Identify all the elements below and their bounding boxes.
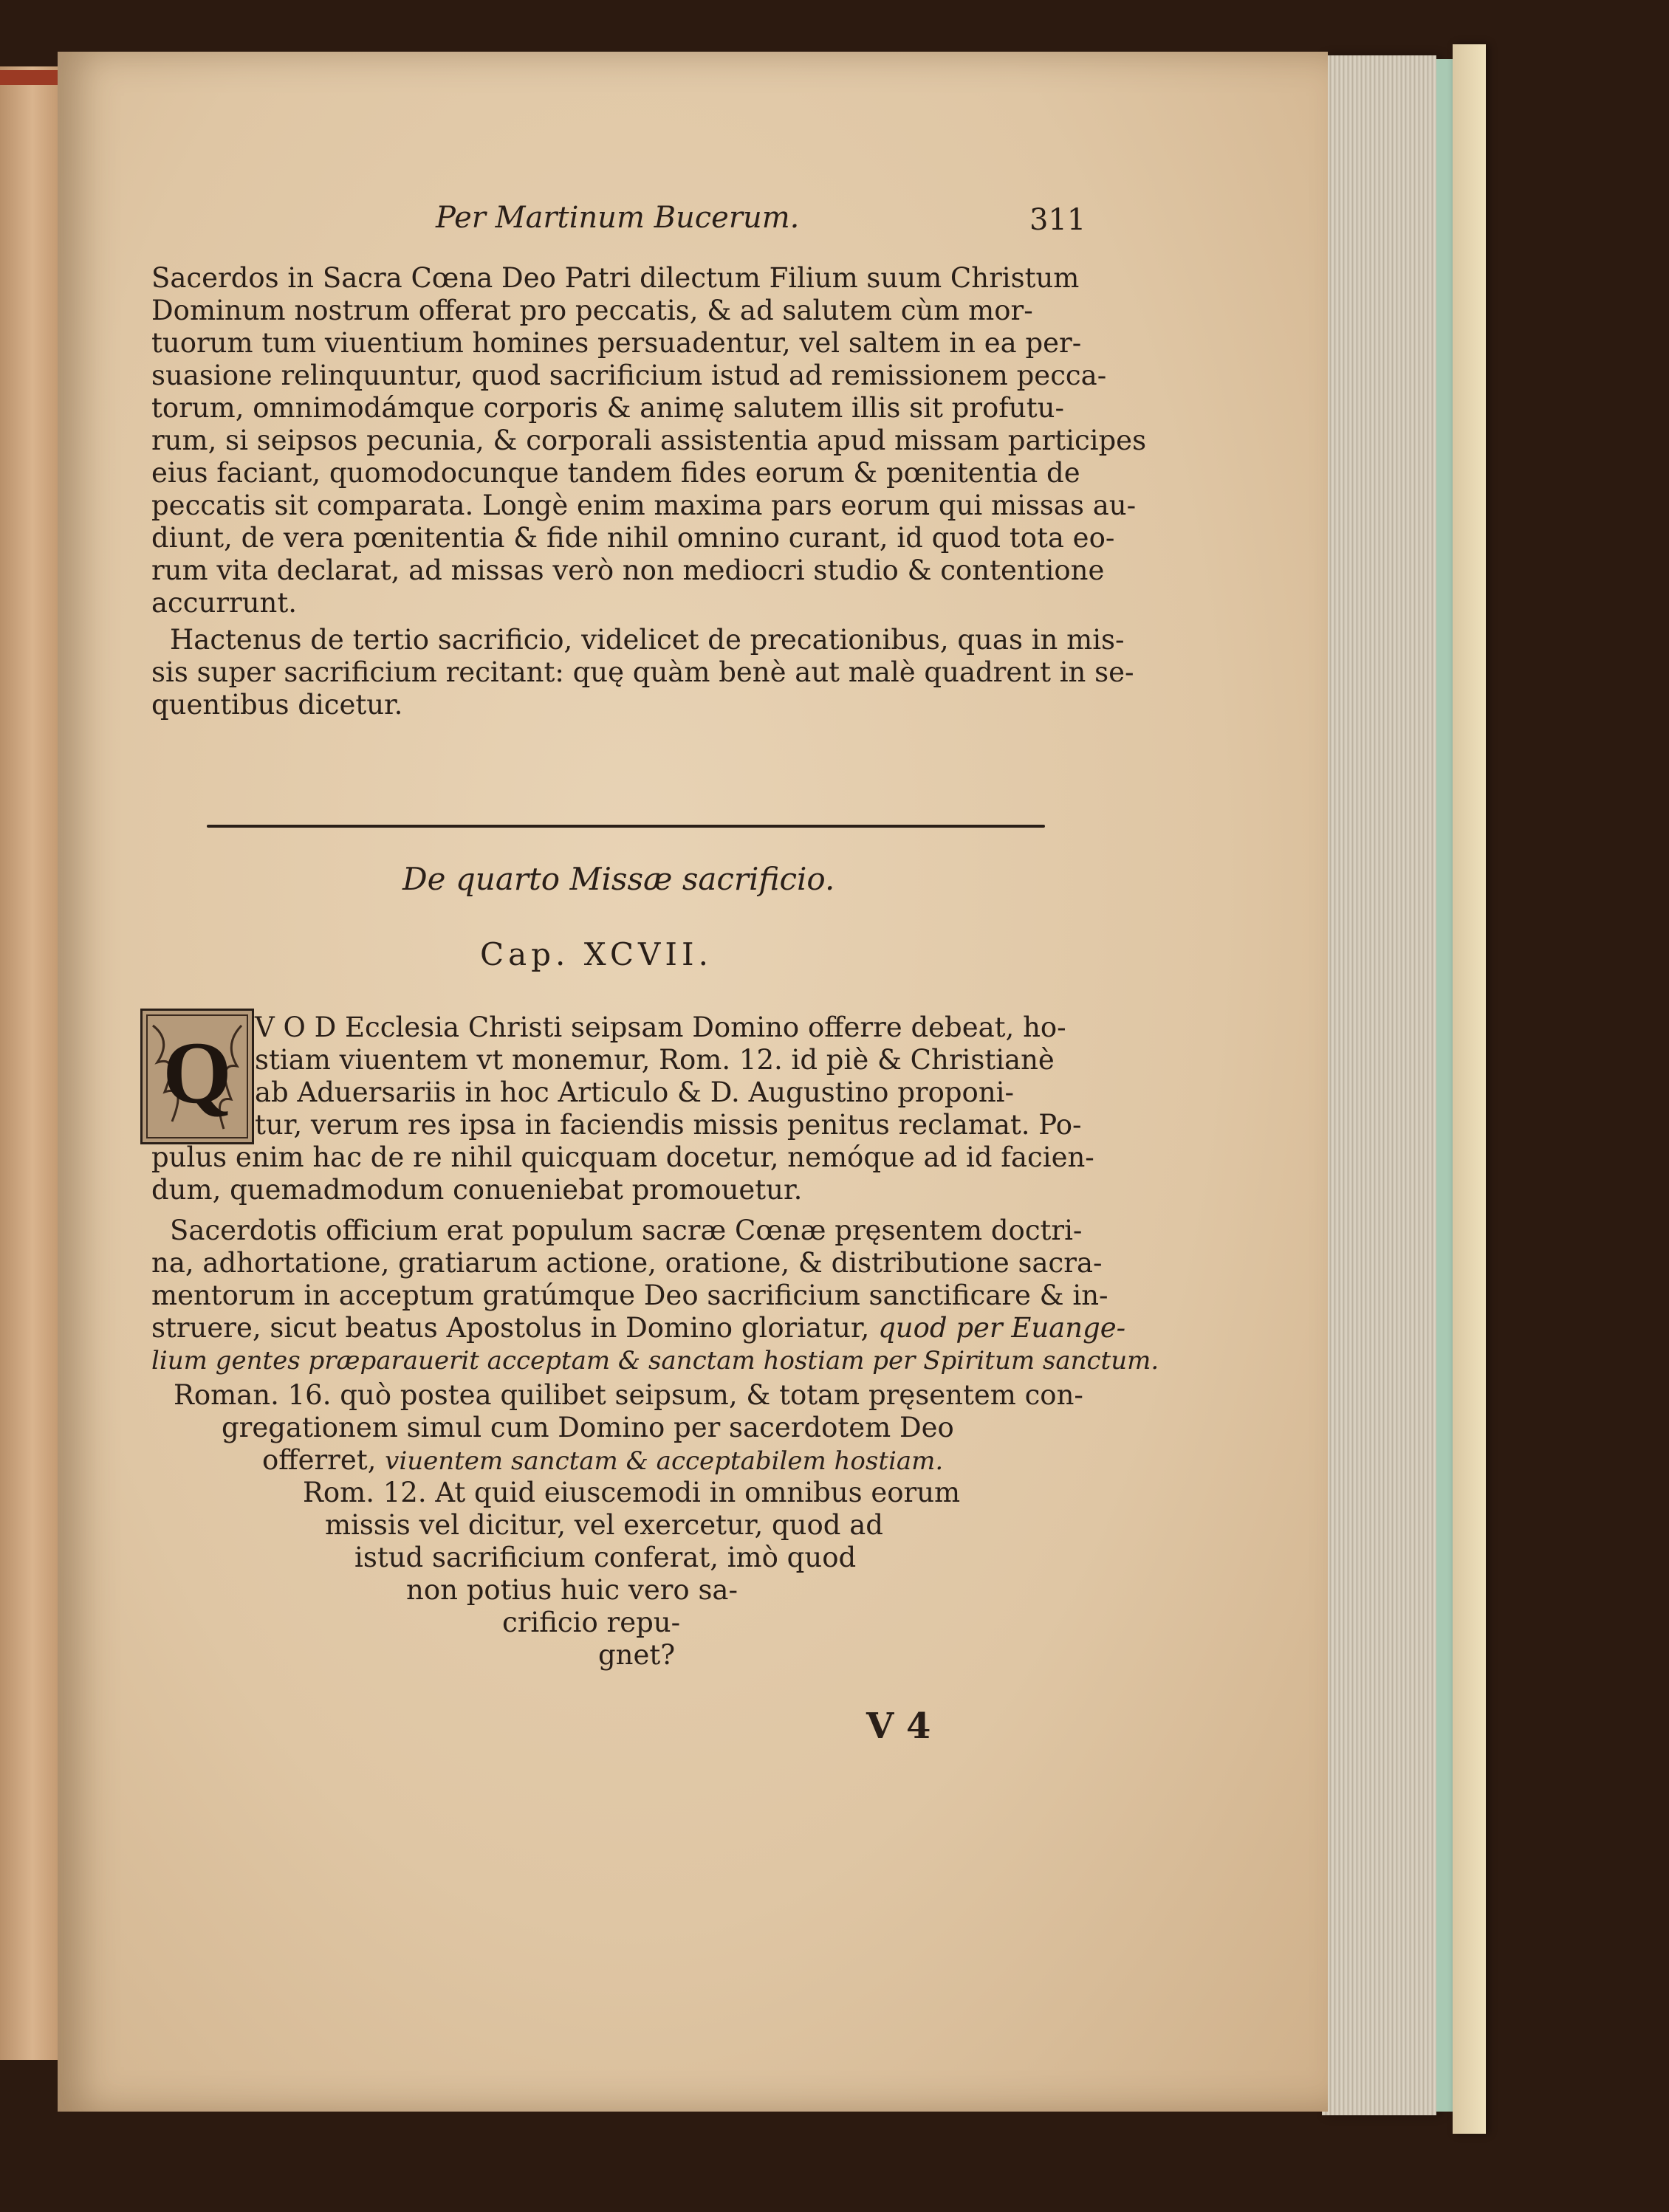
text-line: istud sacrificium conferat, imò quod bbox=[354, 1542, 857, 1573]
text-line: missis vel dicitur, vel exercetur, quod ad bbox=[325, 1509, 883, 1541]
text-line: sis super sacrificium recitant: quę quàm benè aut malè quadrent in se- bbox=[151, 656, 1134, 688]
running-header: Per Martinum Bucerum. bbox=[436, 201, 800, 235]
text-line: diunt, de vera pœnitentia & fide nihil omnino curant, id quod tota eo- bbox=[151, 522, 1115, 554]
text-line: tur, verum res ipsa in faciendis missis penitus reclamat. Po- bbox=[255, 1109, 1082, 1141]
text-line: Dominum nostrum offerat pro peccatis, & ad salutem cùm mor- bbox=[151, 295, 1033, 326]
section-title: De quarto Missæ sacrificio. bbox=[402, 861, 835, 897]
text-line: ab Aduersariis in hoc Articulo & D. Augustino proponi- bbox=[255, 1076, 1014, 1108]
text-line: dum, quemadmodum conueniebat promouetur. bbox=[151, 1174, 803, 1206]
text-span: struere, sicut beatus Apostolus in Domino gloriatur, bbox=[151, 1312, 870, 1344]
text-line: Rom. 12. At quid eiuscemodi in omnibus eorum bbox=[303, 1477, 961, 1508]
section-rule bbox=[207, 825, 1045, 828]
text-line: gregationem simul cum Domino per sacerdotem Deo bbox=[222, 1412, 954, 1443]
text-line: na, adhortatione, gratiarum actione, oratione, & distributione sacra- bbox=[151, 1247, 1103, 1279]
cover-lining bbox=[1436, 59, 1453, 2112]
text-span: offerret, bbox=[262, 1444, 377, 1476]
italic-quote: quod per Euange- bbox=[878, 1312, 1126, 1344]
italic-quote-line: lium gentes præparauerit acceptam & sanctam hostiam per Spiritum sanctum. bbox=[151, 1346, 1159, 1375]
text-line: V O D Ecclesia Christi seipsam Domino offerre debeat, ho- bbox=[255, 1011, 1066, 1043]
text-line: rum, si seipsos pecunia, & corporali assistentia apud missam participes bbox=[151, 425, 1147, 456]
chapter-heading: Cap. XCVII. bbox=[480, 936, 713, 972]
ornament-icon bbox=[143, 1011, 252, 1142]
text-line bbox=[151, 1312, 1125, 1344]
text-line: Sacerdotis officium erat populum sacræ Cœnæ pręsentem doctri- bbox=[170, 1215, 1083, 1246]
text-line: stiam viuentem vt monemur, Rom. 12. id piè & Christianè bbox=[255, 1044, 1055, 1076]
text-line: quentibus dicetur. bbox=[151, 689, 403, 721]
binding-strip bbox=[0, 70, 66, 85]
text-line: crificio repu- bbox=[502, 1607, 681, 1638]
page-stack-edges bbox=[1322, 55, 1436, 2115]
text-line: mentorum in acceptum gratúmque Deo sacrificium sanctificare & in- bbox=[151, 1280, 1108, 1311]
signature-mark: V 4 bbox=[866, 1706, 931, 1747]
text-line: peccatis sit comparata. Longè enim maxima pars eorum qui missas au- bbox=[151, 490, 1137, 521]
text-line: Hactenus de tertio sacrificio, videlicet de precationibus, quas in mis- bbox=[170, 624, 1125, 656]
italic-quote: viuentem sanctam & acceptabilem hostiam. bbox=[385, 1446, 944, 1476]
text-line: accurrunt. bbox=[151, 587, 297, 619]
text-line: torum, omnimodámque corporis & animę salutem illis sit profutu- bbox=[151, 392, 1064, 424]
page-number: 311 bbox=[1029, 203, 1086, 237]
text-line: Roman. 16. quò postea quilibet seipsum, & totam pręsentem con- bbox=[174, 1379, 1083, 1411]
text-line: Sacerdos in Sacra Cœna Deo Patri dilectum Filium suum Christum bbox=[151, 262, 1080, 294]
text-line: tuorum tum viuentium homines persuadentur, vel saltem in ea per- bbox=[151, 327, 1082, 359]
initial-letter: Q bbox=[162, 1023, 232, 1122]
cover-board bbox=[1453, 44, 1486, 2134]
left-page-edge bbox=[0, 66, 61, 2060]
text-line bbox=[262, 1444, 943, 1477]
text-line: non potius huic vero sa- bbox=[406, 1574, 738, 1606]
text-line: rum vita declarat, ad missas verò non mediocri studio & contentione bbox=[151, 554, 1105, 586]
decorated-initial bbox=[140, 1009, 254, 1144]
text-line: eius faciant, quomodocunque tandem fides eorum & pœnitentia de bbox=[151, 457, 1080, 489]
text-line: gnet? bbox=[598, 1639, 676, 1671]
text-line: pulus enim hac de re nihil quicquam docetur, nemóque ad id facien- bbox=[151, 1141, 1094, 1173]
text-line: suasione relinquuntur, quod sacrificium istud ad remissionem pecca- bbox=[151, 360, 1107, 391]
